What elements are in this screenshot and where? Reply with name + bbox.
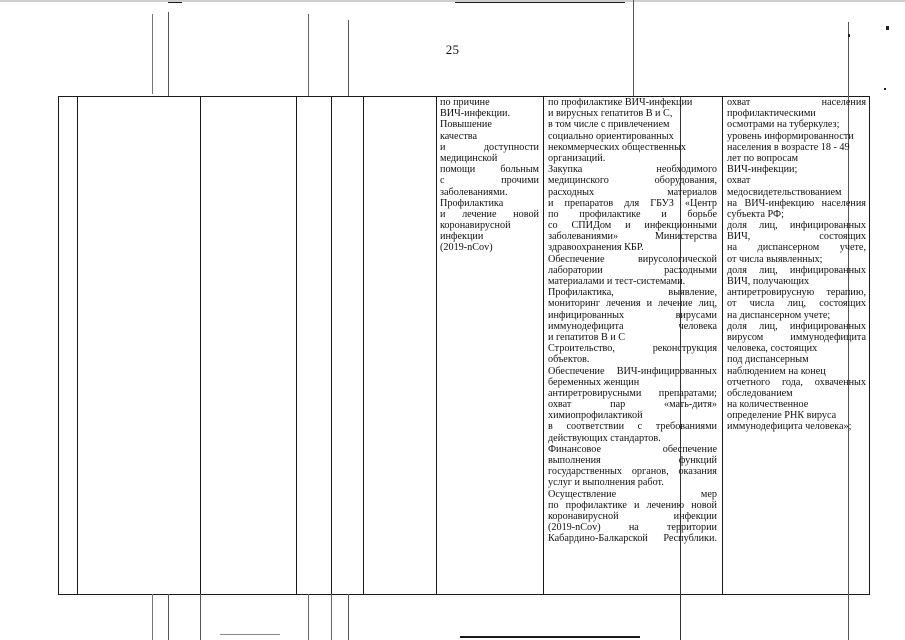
indicators-line: наблюдением на конец — [727, 365, 826, 377]
measures-line: Профилактика, выявление, — [548, 287, 717, 299]
bottom-edge-stroke — [220, 634, 280, 635]
bottom-edge-stroke — [460, 636, 640, 638]
measures-line: и гепатитов В и С — [548, 331, 626, 343]
column-divider — [200, 96, 201, 595]
fold-line — [348, 594, 349, 640]
fold-line — [848, 594, 849, 640]
goals-line: и лечение новой — [440, 208, 539, 220]
column-divider — [363, 96, 364, 595]
indicators-line: определение РНК вируса — [727, 410, 837, 422]
goals-line: инфекции — [440, 231, 484, 243]
measures-line: в соответствии с требованиями — [548, 421, 717, 433]
measures-line: Обеспечение вирусологической — [548, 253, 717, 265]
indicators-line: на диспансерном учете; — [727, 309, 831, 321]
column-divider — [436, 96, 437, 595]
measures-line: Закупка необходимого — [548, 164, 717, 176]
fold-line — [308, 594, 309, 640]
measures-line: коронавирусной инфекции — [548, 510, 717, 522]
measures-line: Обеспечение ВИЧ-инфицированных — [548, 365, 717, 377]
measures-line: материалами и тест-системами. — [548, 276, 686, 287]
table-bottom-border — [58, 594, 870, 595]
fold-line — [200, 594, 201, 640]
top-edge-mark — [168, 2, 182, 3]
fold-line — [152, 594, 153, 640]
indicators-line: доля лиц, инфицированных — [727, 264, 866, 276]
indicators-line: лет по вопросам — [727, 152, 799, 164]
page-number: 25 — [445, 42, 460, 57]
measures-line: химиопрофилактикой — [548, 410, 643, 422]
indicators-column — [727, 97, 866, 433]
indicators-line: субъекта РФ; — [727, 208, 784, 220]
indicators-line: отчетного года, охваченных — [727, 376, 866, 388]
indicators-line: ВИЧ, получающих — [727, 276, 810, 287]
top-edge-mark — [455, 2, 625, 3]
measures-line: по профилактике и лечению новой — [548, 499, 717, 511]
measures-line: медицинского оборудования, — [548, 175, 717, 187]
indicators-line: на ВИЧ-инфекцию населения — [727, 197, 866, 209]
indicators-line: иммунодефицита человека»; — [727, 421, 852, 433]
goals-line: (2019-nCov) — [440, 242, 493, 254]
indicators-line: на диспансерном учете, — [727, 242, 866, 254]
fold-line — [308, 14, 309, 96]
column-divider — [296, 96, 297, 595]
top-edge-stroke — [0, 0, 905, 2]
indicators-line: охват населения — [727, 97, 866, 108]
indicators-line: профилактическими — [727, 108, 816, 120]
indicators-line: ВИЧ-инфекции; — [727, 164, 798, 176]
goals-line: Повышение — [440, 119, 492, 131]
goals-column — [440, 97, 539, 254]
measures-line: социально ориентированных — [548, 130, 674, 142]
measures-line: со СПИДом и инфекционными — [548, 220, 717, 232]
measures-line: Кабардино-Балкарской Республики. — [548, 533, 717, 545]
measures-line: инфицированных вирусами — [548, 309, 717, 321]
indicators-line: на количественное — [727, 399, 809, 411]
goals-line: Профилактика — [440, 197, 504, 209]
indicators-line: доля лиц, инфицированных — [727, 320, 866, 332]
indicators-line: ВИЧ, состоящих — [727, 231, 866, 243]
measures-line: беременных женщин — [548, 376, 640, 388]
indicators-line: от числа лиц, состоящих — [727, 298, 866, 310]
measures-line: (2019-nCov) на территории — [548, 522, 717, 534]
fold-line — [633, 0, 634, 96]
goals-line: заболеваниями. — [440, 186, 508, 198]
fold-line — [168, 594, 169, 640]
column-divider — [722, 96, 723, 595]
goals-line: по причине — [440, 97, 490, 108]
measures-line: по профилактике ВИЧ-инфекции — [548, 97, 693, 108]
measures-column — [548, 97, 717, 545]
fold-line — [348, 20, 349, 96]
indicators-line: уровень информированности — [727, 130, 854, 142]
goals-line: ВИЧ-инфекции. — [440, 108, 511, 120]
measures-line: лаборатории расходными — [548, 264, 717, 276]
measures-line: услуг и выполнения работ. — [548, 477, 664, 489]
indicators-line: медосвидетельствованием — [727, 186, 842, 198]
scan-speck — [884, 88, 886, 90]
measures-line: Финансовое обеспечение — [548, 443, 717, 455]
measures-line: расходных материалов — [548, 186, 717, 198]
indicators-line: антиретровирусную терапию, — [727, 287, 866, 299]
goals-line: медицинской — [440, 152, 498, 164]
measures-line: заболеваниями» Министерства — [548, 231, 717, 243]
indicators-line: обследованием — [727, 387, 793, 399]
column-divider — [869, 96, 870, 595]
goals-line: качества — [440, 130, 477, 142]
indicators-line: осмотрами на туберкулез; — [727, 119, 840, 131]
scan-speck — [886, 26, 889, 30]
measures-line: и вирусных гепатитов В и С, — [548, 108, 673, 120]
column-divider — [543, 96, 544, 595]
indicators-line: под диспансерным — [727, 354, 809, 366]
measures-line: действующих стандартов. — [548, 432, 661, 444]
indicators-line: вирусом иммунодефицита — [727, 331, 866, 343]
column-divider — [77, 96, 78, 595]
measures-line: объектов. — [548, 354, 590, 366]
fold-line — [168, 12, 169, 96]
measures-line: по профилактике и борьбе — [548, 208, 717, 220]
measures-line: Осуществление мер — [548, 488, 717, 500]
measures-line: некоммерческих общественных — [548, 141, 687, 153]
indicators-line: человека, состоящих — [727, 343, 818, 355]
goals-line: помощи больным — [440, 164, 539, 176]
measures-line: и препаратов для ГБУЗ «Центр — [548, 197, 717, 209]
scan-speck — [848, 34, 850, 37]
goals-line: и доступности — [440, 141, 539, 153]
measures-line: иммунодефицита человека — [548, 320, 717, 332]
measures-line: здравоохранения КБР. — [548, 242, 644, 254]
measures-line: в том числе с привлечением — [548, 119, 670, 131]
measures-line: организаций. — [548, 152, 606, 164]
measures-line: охват пар «мать-дитя» — [548, 399, 717, 411]
measures-line: Строительство, реконструкция — [548, 343, 717, 355]
measures-line: выполнения функций — [548, 455, 717, 466]
measures-line: мониторинг лечения и лечение лиц, — [548, 298, 717, 310]
fold-line — [152, 14, 153, 94]
indicators-line: охват — [727, 175, 751, 187]
fold-line — [331, 594, 332, 640]
indicators-line: населения в возрасте 18 - 49 — [727, 141, 850, 153]
column-divider — [331, 96, 332, 595]
indicators-line: доля лиц, инфицированных — [727, 220, 866, 232]
measures-line: государственных органов, оказания — [548, 466, 717, 478]
goals-line: с прочими — [440, 175, 539, 187]
goals-line: коронавирусной — [440, 220, 511, 232]
indicators-line: от числа выявленных; — [727, 253, 823, 265]
column-divider — [58, 96, 59, 595]
measures-line: антиретровирусными препаратами; — [548, 387, 717, 399]
